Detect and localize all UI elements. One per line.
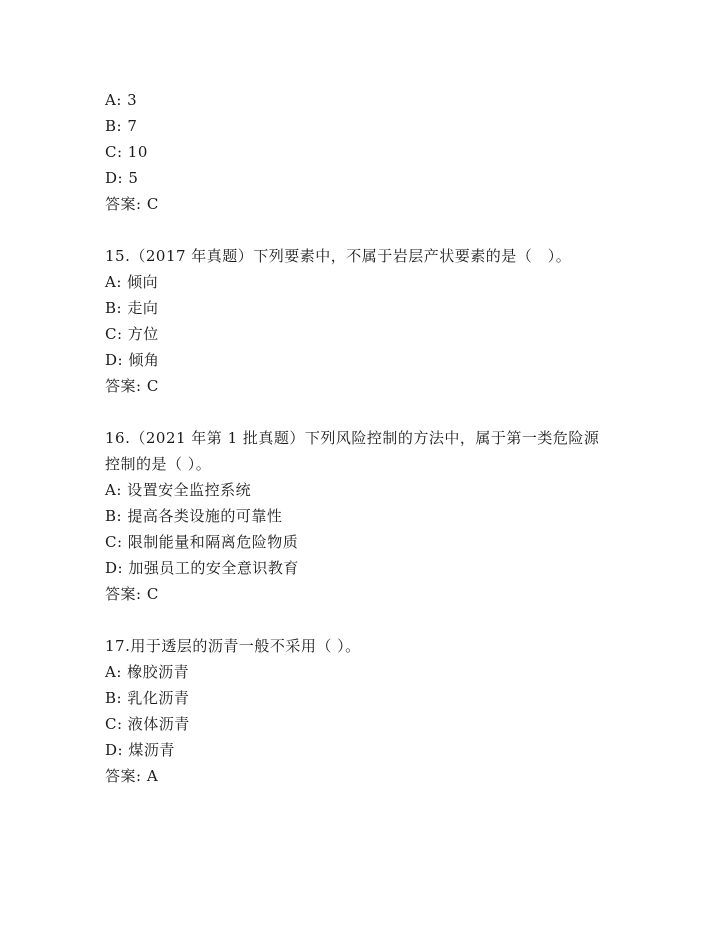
document-page xyxy=(105,87,625,789)
question-14-block xyxy=(105,87,625,217)
option-c: C: 10 xyxy=(105,143,148,161)
question-16-block xyxy=(105,425,625,607)
answer: 答案: A xyxy=(105,767,159,785)
question-stem: 17.用于透层的沥青一般不采用（ ）。 xyxy=(105,637,361,655)
option-a: A: 设置安全监控系统 xyxy=(105,481,252,499)
question-stem: 15.（2017 年真题）下列要素中，不属于岩层产状要素的是（ ）。 xyxy=(105,247,572,265)
option-d: D: 煤沥青 xyxy=(105,741,175,759)
option-d: D: 加强员工的安全意识教育 xyxy=(105,559,299,577)
answer: 答案: C xyxy=(105,585,159,603)
question-stem-continued: 控制的是（ ）。 xyxy=(105,455,212,473)
question-stem: 16.（2021 年第 1 批真题）下列风险控制的方法中，属于第一类危险源 xyxy=(105,429,600,447)
option-a: A: 3 xyxy=(105,91,138,109)
spacer xyxy=(105,399,625,425)
option-b: B: 走向 xyxy=(105,299,159,317)
option-b: B: 提高各类设施的可靠性 xyxy=(105,507,283,525)
question-17-block xyxy=(105,633,625,789)
option-c: C: 方位 xyxy=(105,325,159,343)
spacer xyxy=(105,217,625,243)
option-b: B: 7 xyxy=(105,117,138,135)
option-c: C: 液体沥青 xyxy=(105,715,190,733)
option-a: A: 倾向 xyxy=(105,273,159,291)
option-c: C: 限制能量和隔离危险物质 xyxy=(105,533,299,551)
spacer xyxy=(105,607,625,633)
option-d: D: 倾角 xyxy=(105,351,160,369)
option-d: D: 5 xyxy=(105,169,139,187)
option-b: B: 乳化沥青 xyxy=(105,689,190,707)
question-15-block xyxy=(105,243,625,399)
answer: 答案: C xyxy=(105,377,159,395)
option-a: A: 橡胶沥青 xyxy=(105,663,190,681)
answer: 答案: C xyxy=(105,195,159,213)
